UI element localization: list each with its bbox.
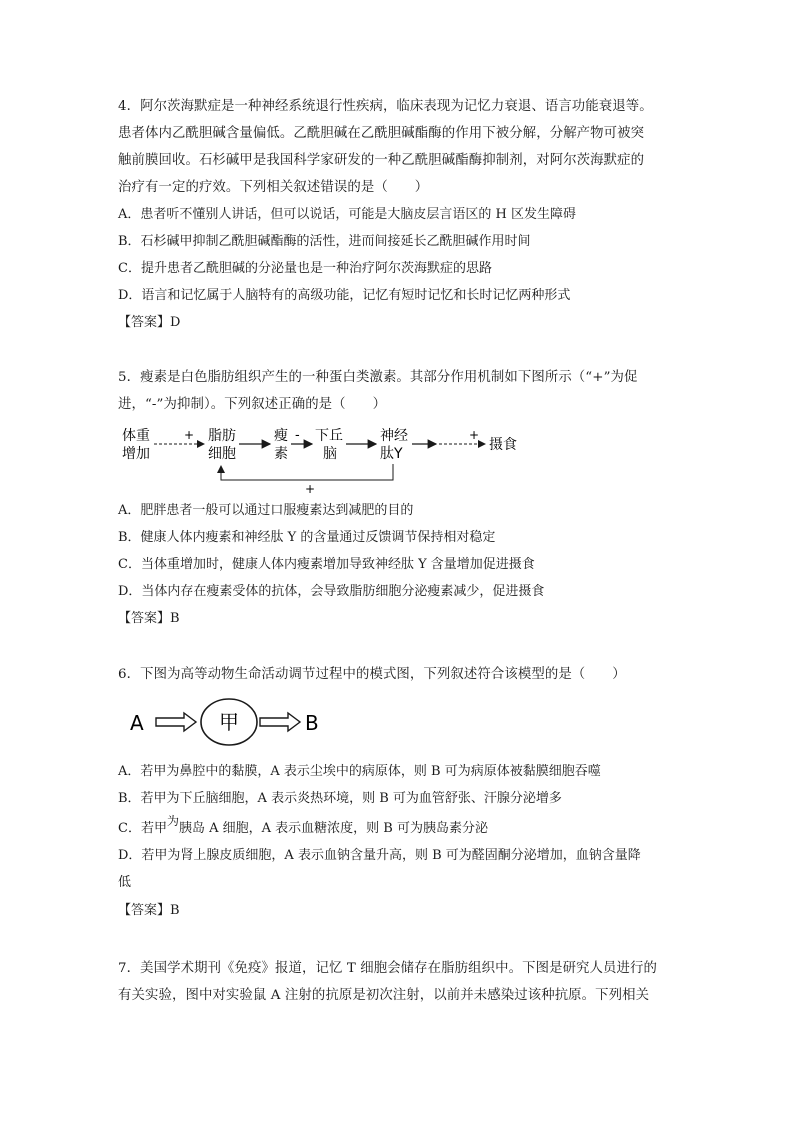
- diagram-weight-label-2: 增加: [122, 446, 150, 462]
- model-b-label: B: [305, 711, 319, 735]
- q4-stem-line-3: 触前膜回收。石杉碱甲是我国科学家研发的一种乙酰胆碱酯酶抑制剂，对阿尔茨海默症的: [118, 153, 645, 168]
- leptin-mechanism-diagram: [118, 420, 538, 495]
- diagram-peptide-label-2: 肽Y: [380, 446, 403, 462]
- q6-option-d-line-2: 低: [118, 875, 132, 890]
- q4-stem-line-2: 患者体内乙酰胆碱含量偏低。乙酰胆碱在乙酰胆碱酯酶的作用下被分解，分解产物可被突: [118, 126, 645, 141]
- question-6-options: [118, 758, 678, 924]
- q6-option-c-prefix: C．若甲: [118, 821, 167, 836]
- feedback-arrow-peptide-to-fat: [221, 464, 393, 480]
- diagram-weight-label-1: 体重: [122, 428, 150, 444]
- diagram-leptin-label-1: 瘦: [274, 428, 288, 444]
- plus-sign-2: +: [469, 428, 480, 442]
- q6-option-c-raised-char: 为: [166, 814, 179, 828]
- q4-answer: 【答案】D: [118, 315, 181, 330]
- question-5: [118, 364, 678, 418]
- plus-sign-1: +: [184, 428, 195, 442]
- hollow-arrow-center-to-b: [260, 713, 300, 731]
- q6-option-c: [118, 815, 678, 842]
- question-5-options: [118, 497, 678, 632]
- q5-answer: 【答案】B: [118, 611, 180, 626]
- diagram-hypothalamus-label-1: 下丘: [315, 428, 343, 444]
- q5-stem-line-2: 进，“-”为抑制）。下列叙述正确的是（ ）: [118, 397, 387, 412]
- q4-stem-line-1: 4．阿尔茨海默症是一种神经系统退行性疾病，临床表现为记忆力衰退、语言功能衰退等。: [118, 99, 653, 114]
- q5-option-b: B．健康人体内瘦素和神经肽 Y 的含量通过反馈调节保持相对稳定: [118, 530, 496, 545]
- q4-stem-line-4: 治疗有一定的疗效。下列相关叙述错误的是（ ）: [118, 180, 429, 195]
- q4-option-c: C．提升患者乙酰胆碱的分泌量也是一种治疗阿尔茨海默症的思路: [118, 261, 492, 276]
- diagram-hypothalamus-label-2: 脑: [323, 446, 337, 462]
- q7-stem-line-1: 7．美国学术期刊《免疫》报道，记忆 T 细胞会储存在脂肪组织中。下图是研究人员进行的: [118, 961, 658, 976]
- q5-stem-line-1: 5．瘦素是白色脂肪组织产生的一种蛋白类激素。其部分作用机制如下图所示（“+”为促: [118, 370, 638, 385]
- diagram-leptin-label-2: 素: [274, 446, 288, 462]
- q4-option-d: D．语言和记忆属于人脑特有的高级功能，记忆有短时记忆和长时记忆两种形式: [118, 288, 571, 303]
- q6-answer: 【答案】B: [118, 903, 180, 918]
- q6-option-a: A．若甲为鼻腔中的黏膜，A 表示尘埃中的病原体，则 B 可为病原体被黏膜细胞吞噬: [118, 764, 601, 779]
- question-7: [118, 955, 678, 1009]
- regulation-model-diagram: [118, 696, 358, 752]
- plus-sign-feedback: +: [305, 482, 316, 495]
- q5-option-a: A．肥胖患者一般可以通过口服瘦素达到减肥的目的: [118, 503, 414, 518]
- q6-stem-line-1: 6．下图为高等动物生命活动调节过程中的模式图，下列叙述符合该模型的是（ ）: [118, 667, 626, 682]
- diagram-fat-label-1: 脂肪: [208, 428, 236, 444]
- q6-option-b: B．若甲为下丘脑细胞，A 表示炎热环境，则 B 可为血管舒张、汗腺分泌增多: [118, 791, 562, 806]
- q5-option-c: C．当体重增加时，健康人体内瘦素增加导致神经肽 Y 含量增加促进摄食: [118, 557, 535, 572]
- q4-option-a: A．患者听不懂别人讲话，但可以说话，可能是大脑皮层言语区的 H 区发生障碍: [118, 207, 576, 222]
- hollow-arrow-a-to-center: [156, 713, 196, 731]
- question-4: [118, 93, 678, 336]
- diagram-feeding-label: 摄食: [489, 437, 517, 453]
- q4-option-b: B．石杉碱甲抑制乙酰胆碱酯酶的活性，进而间接延长乙酰胆碱作用时间: [118, 234, 531, 249]
- q6-option-d-line-1: D．若甲为肾上腺皮质细胞，A 表示血钠含量升高，则 B 可为醛固酮分泌增加，血钠含量降: [118, 848, 641, 863]
- diagram-peptide-label-1: 神经: [380, 428, 408, 444]
- q5-option-d: D．当体内存在瘦素受体的抗体，会导致脂肪细胞分泌瘦素减少，促进摄食: [118, 584, 545, 599]
- q6-option-c-rest: 胰岛 A 细胞，A 表示血糖浓度，则 B 可为胰岛素分泌: [178, 821, 488, 836]
- q7-stem-line-2: 有关实验，图中对实验鼠 A 注射的抗原是初次注射，以前并未感染过该种抗原。下列相关: [118, 988, 650, 1003]
- model-a-label: A: [130, 711, 144, 735]
- minus-sign: -: [295, 428, 300, 443]
- question-6: [118, 661, 678, 688]
- diagram-fat-label-2: 细胞: [208, 446, 236, 462]
- model-center-label: 甲: [219, 710, 239, 734]
